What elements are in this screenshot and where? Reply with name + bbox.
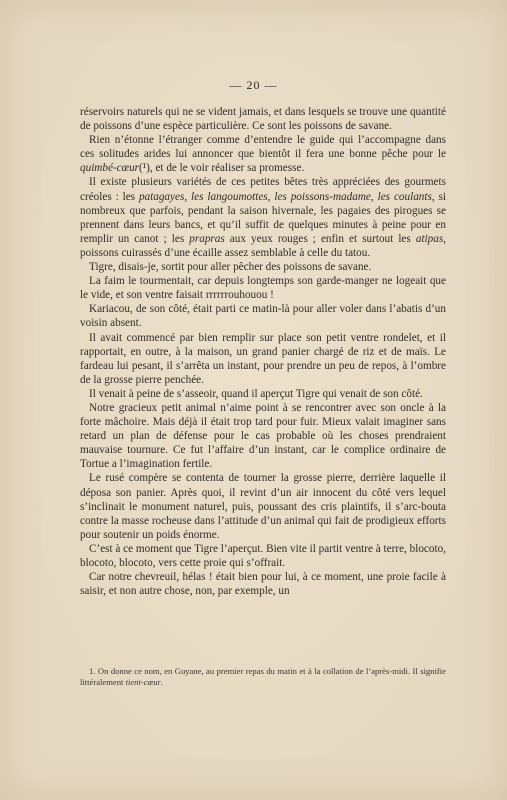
text-run: réservoirs naturels qui ne se vident jamais, et dans lesquels se trouve une quantité de poissons d’une espèce particulière. Ce sont les poissons de savane. <box>80 106 446 133</box>
italic-term: atipas <box>415 232 444 245</box>
text-run: Il venait à peine de s’asseoir, quand il aperçut Tigre qui venait de son côté. <box>89 387 423 400</box>
paragraph <box>80 401 446 471</box>
paragraph <box>80 542 446 570</box>
italic-term: patagayes <box>138 190 185 203</box>
text-run: , poissons cuirassés d’une écaille assez semblable à celle du tatou. <box>80 232 446 259</box>
paragraph <box>80 302 446 330</box>
paragraph <box>80 260 446 274</box>
paragraph <box>80 570 446 598</box>
text-run: Il avait commencé par bien remplir sur place son petit ventre rondelet, et il rapportait, en outre, à la maison, un grand panier chargé de riz et de maïs. Le fardeau lui pesant, il s’arrêta un instant, pour prendre un peu de repos, à l’ombre de la grosse pierre penchée. <box>80 331 446 386</box>
italic-term: quimbé-cœur <box>80 162 140 175</box>
text-run: Le rusé compère se contenta de tourner la grosse pierre, derrière laquelle il déposa son panier. Après quoi, il revint d’un air innocent du côté vers lequel s’inclinait le monument naturel, puis, poussant des cris plaintifs, il s’arc-bouta contre la masse rocheuse dans l’attitude d’un animal qui fait de prodigieux efforts pour soutenir un poids énorme. <box>80 472 446 541</box>
paragraph <box>80 105 446 133</box>
page-number: — 20 — <box>229 78 278 92</box>
text-run: C’est à ce moment que Tigre l’aperçut. Bien vite il partit ventre à terre, blocoto, blocoto, blocoto, vers cette proie qui s’offrait. <box>80 542 446 569</box>
paragraph <box>80 331 446 387</box>
text-run: Tigre, disais-je, sortit pour aller pêcher des poissons de savane. <box>89 261 372 274</box>
paragraph <box>80 471 446 541</box>
text-run: . <box>160 676 164 687</box>
italic-term: prapras <box>189 232 225 245</box>
text-run: Rien n’étonne l’étranger comme d’entendre le guide qui l’accompagne dans ces solitudes arides lui annoncer que bientôt il fera une bonne pêche pour le <box>80 134 446 161</box>
text-run: aux yeux rouges ; enfin et surtout les <box>224 232 416 245</box>
footnote <box>80 666 446 687</box>
text-run: Kariacou, de son côté, était parti ce matin-là pour aller voler dans l’abatis d’un voisin absent. <box>80 303 446 330</box>
text-run: , <box>370 190 378 203</box>
paragraph <box>80 274 446 302</box>
text-run: Car notre chevreuil, hélas ! était bien pour lui, à ce moment, une proie facile à saisir, et non autre chose, non, par exemple, un <box>80 571 446 598</box>
text-run: , <box>184 190 192 203</box>
body-text <box>80 105 446 598</box>
text-run: , si nombreux que parfois, pendant la saison hivernale, les pagaies des pirogues se prennent dans leurs bancs, et qu’il suffit de quelques minutes à peine pour en remplir un canot ; les <box>80 190 447 245</box>
paragraph <box>80 133 446 175</box>
text-run: Notre gracieux petit animal n’aime point à se rencontrer avec son oncle à la forte mâchoire. Mais déjà il était trop tard pour fuir. Mieux valait imaginer sans retard un plan de défense pour le cas probable où les choses prendraient mauvaise tournure. Ce fut l’affaire d’un instant, car le complice ordinaire de Tortue a l’imagination fertile. <box>80 401 446 471</box>
text-run: (¹), et de le voir réaliser sa promesse. <box>139 162 305 175</box>
italic-term: les coulants <box>377 190 432 203</box>
italic-term: les langoumottes <box>191 190 268 203</box>
paragraph <box>80 387 446 401</box>
text-run: 1. On donne ce nom, en Guyane, au premier repas du matin et à la collation de l’après-midi. Il signifie littéralement <box>80 666 446 687</box>
text-run: La faim le tourmentait, car depuis longtemps son garde-manger ne logeait que le vide, et son ventre faisait rrrrrrouhouou ! <box>80 275 446 302</box>
italic-term: tient-cœur <box>125 676 161 687</box>
text-run: , <box>267 190 275 203</box>
italic-term: les poissons-madame <box>274 190 371 203</box>
text-run: Il existe plusieurs variétés de ces petites bêtes très appréciées des gourmets créoles : les <box>80 176 446 203</box>
paragraph <box>80 175 446 260</box>
